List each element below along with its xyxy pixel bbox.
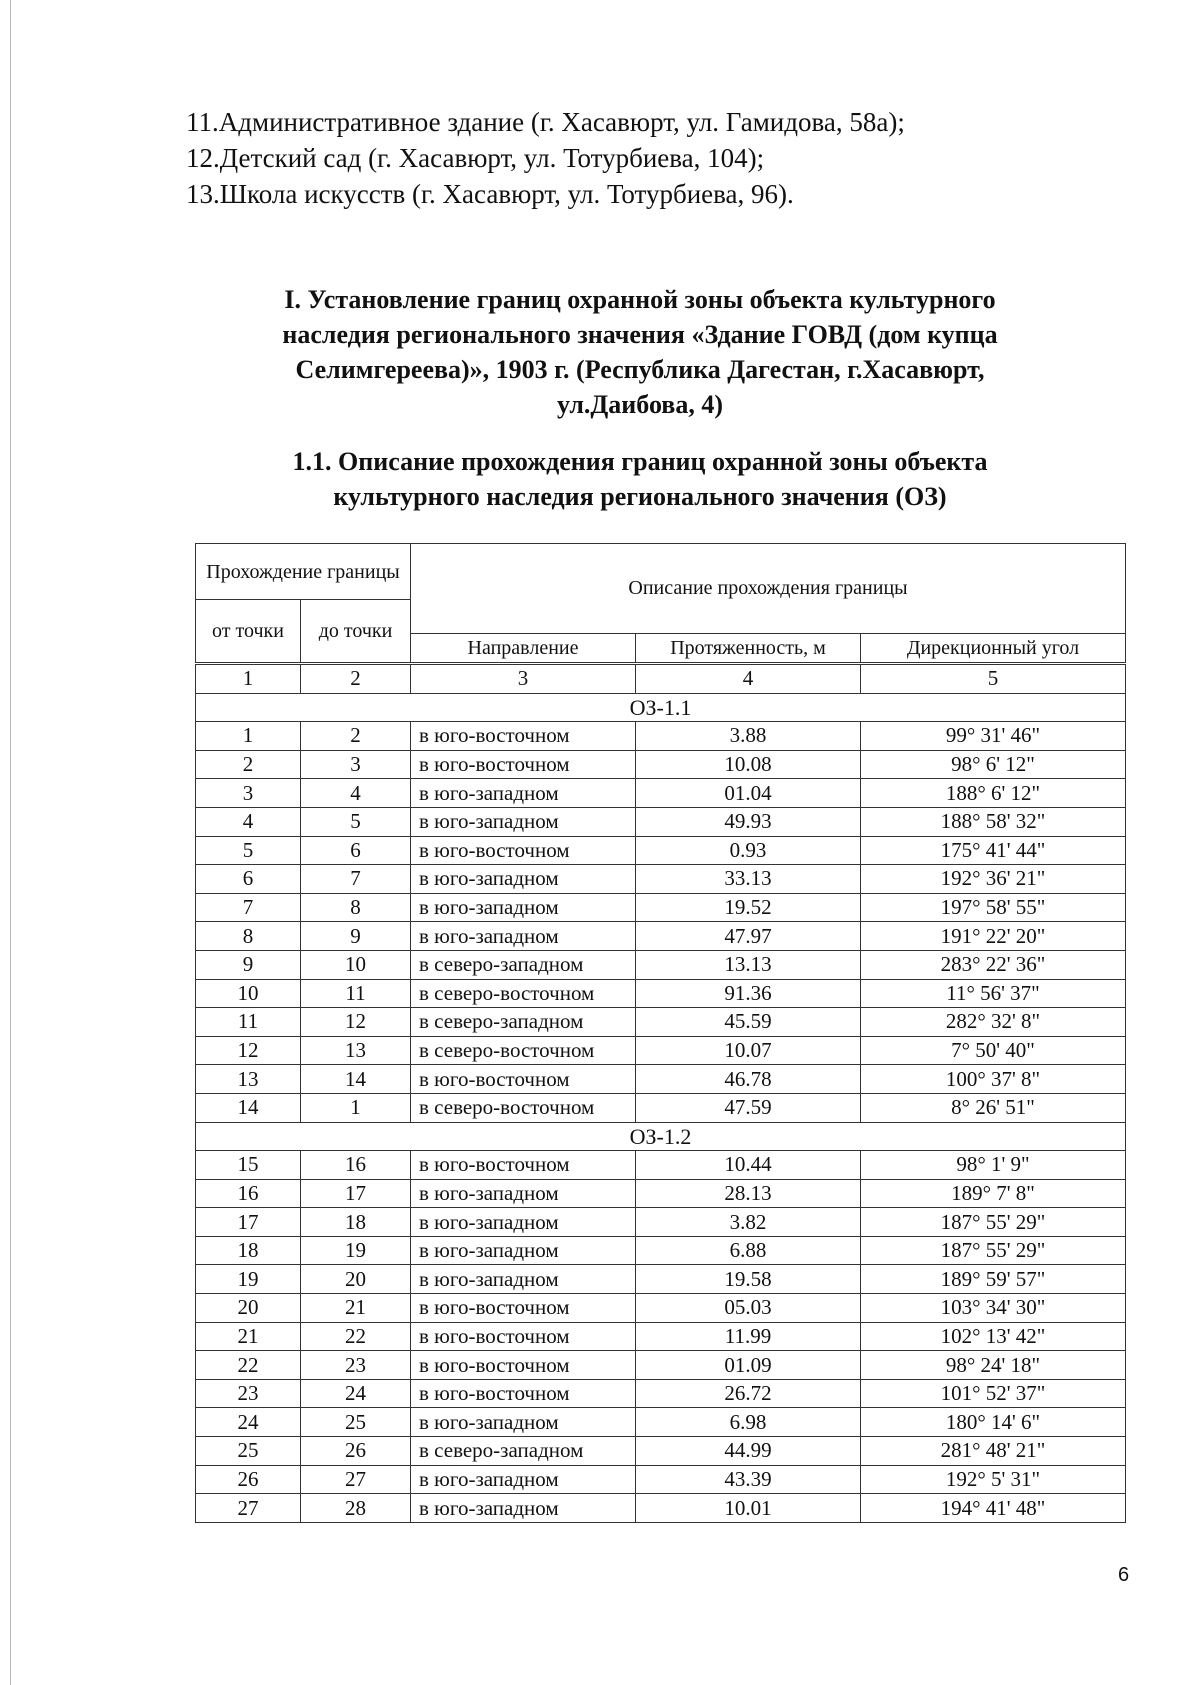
direction-cell: в юго-западном	[411, 893, 636, 922]
to-point-cell: 2	[301, 722, 411, 751]
table-row	[196, 1465, 1126, 1494]
column-number: 4	[636, 664, 861, 694]
length-cell: 3.82	[636, 1208, 861, 1237]
to-point-cell: 25	[301, 1408, 411, 1437]
direction-cell: в юго-западном	[411, 807, 636, 836]
angle-cell: 189° 7' 8"	[861, 1179, 1126, 1208]
scan-edge-line	[10, 0, 11, 1685]
to-point-cell: 14	[301, 1065, 411, 1094]
angle-cell: 102° 13' 42"	[861, 1322, 1126, 1351]
length-cell: 13.13	[636, 950, 861, 979]
intro-line: 11.Административное здание (г. Хасавюрт, ул. Гамидова, 58а);	[186, 107, 905, 137]
length-cell: 47.97	[636, 922, 861, 951]
table-row	[196, 950, 1126, 979]
table-row	[196, 865, 1126, 894]
heading-line: I. Установление границ охранной зоны объекта культурного	[284, 285, 996, 314]
table-row	[196, 1093, 1126, 1122]
direction-cell: в юго-западном	[411, 779, 636, 808]
direction-cell: в юго-восточном	[411, 1379, 636, 1408]
from-point-cell: 9	[196, 950, 301, 979]
length-cell: 11.99	[636, 1322, 861, 1351]
heading-line: наследия регионального значения «Здание ГОВД (дом купца	[282, 320, 998, 349]
from-point-cell: 22	[196, 1351, 301, 1380]
length-cell: 10.07	[636, 1036, 861, 1065]
angle-cell: 281° 48' 21"	[861, 1437, 1126, 1466]
table-row	[196, 922, 1126, 951]
angle-cell: 180° 14' 6"	[861, 1408, 1126, 1437]
direction-cell: в юго-западном	[411, 1265, 636, 1294]
to-point-cell: 1	[301, 1093, 411, 1122]
from-point-cell: 19	[196, 1265, 301, 1294]
direction-cell: в юго-западном	[411, 1465, 636, 1494]
length-cell: 10.01	[636, 1494, 861, 1523]
to-point-cell: 24	[301, 1379, 411, 1408]
to-point-cell: 5	[301, 807, 411, 836]
length-cell: 43.39	[636, 1465, 861, 1494]
from-point-cell: 14	[196, 1093, 301, 1122]
direction-cell: в юго-западном	[411, 1179, 636, 1208]
section-title: ОЗ-1.1	[196, 693, 1126, 722]
intro-line: 13.Школа искусств (г. Хасавюрт, ул. Тотурбиева, 96).	[186, 179, 794, 209]
to-point-cell: 21	[301, 1294, 411, 1323]
from-point-cell: 4	[196, 807, 301, 836]
direction-cell: в северо-западном	[411, 950, 636, 979]
length-cell: 49.93	[636, 807, 861, 836]
length-cell: 3.88	[636, 722, 861, 751]
length-cell: 0.93	[636, 836, 861, 865]
length-cell: 26.72	[636, 1379, 861, 1408]
from-point-cell: 5	[196, 836, 301, 865]
direction-cell: в юго-западном	[411, 1236, 636, 1265]
length-cell: 28.13	[636, 1179, 861, 1208]
header-to: до точки	[301, 600, 411, 664]
length-cell: 33.13	[636, 865, 861, 894]
angle-cell: 189° 59' 57"	[861, 1265, 1126, 1294]
direction-cell: в северо-восточном	[411, 979, 636, 1008]
from-point-cell: 25	[196, 1437, 301, 1466]
to-point-cell: 11	[301, 979, 411, 1008]
header-direction: Направление	[411, 634, 636, 664]
length-cell: 44.99	[636, 1437, 861, 1466]
table-row	[196, 1179, 1126, 1208]
to-point-cell: 27	[301, 1465, 411, 1494]
to-point-cell: 18	[301, 1208, 411, 1237]
from-point-cell: 13	[196, 1065, 301, 1094]
length-cell: 45.59	[636, 1008, 861, 1037]
length-cell: 01.09	[636, 1351, 861, 1380]
from-point-cell: 1	[196, 722, 301, 751]
table-row	[196, 1322, 1126, 1351]
angle-cell: 197° 58' 55"	[861, 893, 1126, 922]
to-point-cell: 12	[301, 1008, 411, 1037]
length-cell: 47.59	[636, 1093, 861, 1122]
direction-cell: в юго-восточном	[411, 1351, 636, 1380]
table-row	[196, 1351, 1126, 1380]
table-row	[196, 1208, 1126, 1237]
table-row	[196, 1151, 1126, 1180]
angle-cell: 8° 26' 51"	[861, 1093, 1126, 1122]
table-row	[196, 1236, 1126, 1265]
table-row	[196, 807, 1126, 836]
length-cell: 91.36	[636, 979, 861, 1008]
direction-cell: в юго-восточном	[411, 722, 636, 751]
page-number: 6	[1118, 1564, 1130, 1586]
length-cell: 6.98	[636, 1408, 861, 1437]
to-point-cell: 16	[301, 1151, 411, 1180]
heading-line: ул.Даибова, 4)	[556, 390, 724, 419]
section-row	[196, 693, 1126, 722]
length-cell: 19.52	[636, 893, 861, 922]
header-description: Описание прохождения границы	[411, 544, 1126, 634]
to-point-cell: 26	[301, 1437, 411, 1466]
to-point-cell: 7	[301, 865, 411, 894]
from-point-cell: 27	[196, 1494, 301, 1523]
to-point-cell: 13	[301, 1036, 411, 1065]
header-angle: Дирекционный угол	[861, 634, 1126, 664]
direction-cell: в северо-западном	[411, 1437, 636, 1466]
table-row	[196, 1294, 1126, 1323]
angle-cell: 99° 31' 46"	[861, 722, 1126, 751]
angle-cell: 98° 6' 12"	[861, 750, 1126, 779]
from-point-cell: 23	[196, 1379, 301, 1408]
from-point-cell: 2	[196, 750, 301, 779]
heading-line: Селимгереева)», 1903 г. (Республика Дагестан, г.Хасавюрт,	[295, 355, 985, 384]
to-point-cell: 10	[301, 950, 411, 979]
from-point-cell: 15	[196, 1151, 301, 1180]
angle-cell: 283° 22' 36"	[861, 950, 1126, 979]
to-point-cell: 17	[301, 1179, 411, 1208]
direction-cell: в юго-восточном	[411, 836, 636, 865]
column-number: 1	[196, 664, 301, 694]
angle-cell: 282° 32' 8"	[861, 1008, 1126, 1037]
angle-cell: 175° 41' 44"	[861, 836, 1126, 865]
section-heading	[200, 282, 1080, 422]
direction-cell: в юго-восточном	[411, 750, 636, 779]
direction-cell: в юго-восточном	[411, 1294, 636, 1323]
from-point-cell: 6	[196, 865, 301, 894]
from-point-cell: 10	[196, 979, 301, 1008]
angle-cell: 192° 5' 31"	[861, 1465, 1126, 1494]
angle-cell: 98° 24' 18"	[861, 1351, 1126, 1380]
to-point-cell: 4	[301, 779, 411, 808]
from-point-cell: 20	[196, 1294, 301, 1323]
direction-cell: в юго-восточном	[411, 1322, 636, 1351]
angle-cell: 187° 55' 29"	[861, 1208, 1126, 1237]
direction-cell: в юго-западном	[411, 1208, 636, 1237]
table-row	[196, 779, 1126, 808]
boundary-table	[195, 543, 1126, 1523]
from-point-cell: 16	[196, 1179, 301, 1208]
heading-line: 1.1. Описание прохождения границ охранной зоны объекта	[292, 447, 988, 476]
table-row	[196, 979, 1126, 1008]
from-point-cell: 18	[196, 1236, 301, 1265]
table-row	[196, 1408, 1126, 1437]
table-row	[196, 893, 1126, 922]
to-point-cell: 22	[301, 1322, 411, 1351]
heading-line: культурного наследия регионального значения (ОЗ)	[333, 482, 947, 511]
to-point-cell: 23	[301, 1351, 411, 1380]
from-point-cell: 26	[196, 1465, 301, 1494]
to-point-cell: 28	[301, 1494, 411, 1523]
angle-cell: 188° 6' 12"	[861, 779, 1126, 808]
table-row	[196, 1379, 1126, 1408]
length-cell: 10.08	[636, 750, 861, 779]
to-point-cell: 9	[301, 922, 411, 951]
column-number: 3	[411, 664, 636, 694]
header-passage: Прохождение границы	[196, 544, 411, 600]
column-number-row	[196, 664, 1126, 694]
column-number: 5	[861, 664, 1126, 694]
from-point-cell: 3	[196, 779, 301, 808]
table-row	[196, 1494, 1126, 1523]
table-row	[196, 722, 1126, 751]
table-row	[196, 1437, 1126, 1466]
angle-cell: 11° 56' 37"	[861, 979, 1126, 1008]
direction-cell: в северо-восточном	[411, 1036, 636, 1065]
to-point-cell: 3	[301, 750, 411, 779]
from-point-cell: 11	[196, 1008, 301, 1037]
angle-cell: 194° 41' 48"	[861, 1494, 1126, 1523]
subsection-heading	[200, 444, 1080, 514]
table-row	[196, 750, 1126, 779]
to-point-cell: 8	[301, 893, 411, 922]
header-length: Протяженность, м	[636, 634, 861, 664]
from-point-cell: 21	[196, 1322, 301, 1351]
to-point-cell: 6	[301, 836, 411, 865]
direction-cell: в северо-западном	[411, 1008, 636, 1037]
angle-cell: 192° 36' 21"	[861, 865, 1126, 894]
length-cell: 19.58	[636, 1265, 861, 1294]
to-point-cell: 19	[301, 1236, 411, 1265]
direction-cell: в северо-восточном	[411, 1093, 636, 1122]
table-row	[196, 836, 1126, 865]
angle-cell: 7° 50' 40"	[861, 1036, 1126, 1065]
direction-cell: в юго-восточном	[411, 1065, 636, 1094]
length-cell: 10.44	[636, 1151, 861, 1180]
angle-cell: 103° 34' 30"	[861, 1294, 1126, 1323]
section-title: ОЗ-1.2	[196, 1122, 1126, 1151]
direction-cell: в юго-западном	[411, 922, 636, 951]
angle-cell: 98° 1' 9"	[861, 1151, 1126, 1180]
column-number: 2	[301, 664, 411, 694]
direction-cell: в юго-западном	[411, 1494, 636, 1523]
table-row	[196, 1265, 1126, 1294]
angle-cell: 100° 37' 8"	[861, 1065, 1126, 1094]
from-point-cell: 7	[196, 893, 301, 922]
from-point-cell: 8	[196, 922, 301, 951]
angle-cell: 101° 52' 37"	[861, 1379, 1126, 1408]
direction-cell: в юго-восточном	[411, 1151, 636, 1180]
intro-line: 12.Детский сад (г. Хасавюрт, ул. Тотурбиева, 104);	[186, 143, 765, 173]
length-cell: 46.78	[636, 1065, 861, 1094]
from-point-cell: 17	[196, 1208, 301, 1237]
length-cell: 6.88	[636, 1236, 861, 1265]
angle-cell: 188° 58' 32"	[861, 807, 1126, 836]
section-row	[196, 1122, 1126, 1151]
angle-cell: 191° 22' 20"	[861, 922, 1126, 951]
from-point-cell: 24	[196, 1408, 301, 1437]
length-cell: 05.03	[636, 1294, 861, 1323]
to-point-cell: 20	[301, 1265, 411, 1294]
intro-list	[186, 104, 1086, 212]
direction-cell: в юго-западном	[411, 865, 636, 894]
from-point-cell: 12	[196, 1036, 301, 1065]
table-row	[196, 1065, 1126, 1094]
table-row	[196, 1008, 1126, 1037]
table-row	[196, 1036, 1126, 1065]
length-cell: 01.04	[636, 779, 861, 808]
header-from: от точки	[196, 600, 301, 664]
angle-cell: 187° 55' 29"	[861, 1236, 1126, 1265]
direction-cell: в юго-западном	[411, 1408, 636, 1437]
